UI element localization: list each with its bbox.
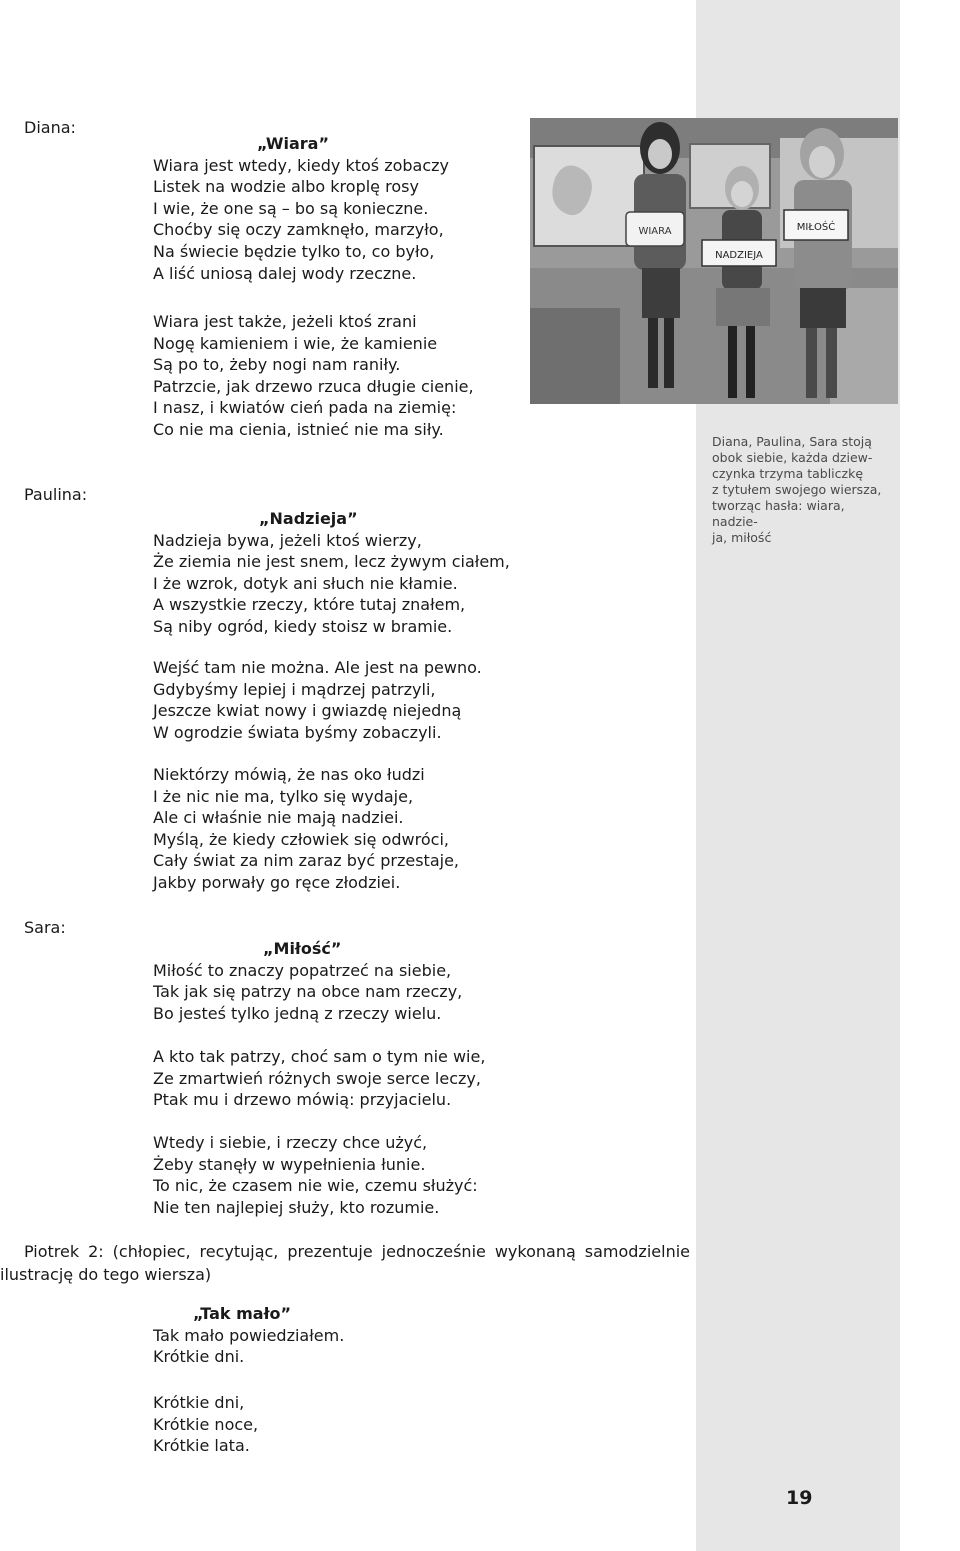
verse-line: Cały świat za nim zaraz być przestaje, [153, 851, 459, 871]
verse-line: Co nie ma cienia, istnieć nie ma siły. [153, 419, 444, 439]
poem-milosc-title: „Miłość” [263, 939, 342, 958]
poem-milosc-stanza-1 [153, 938, 462, 1024]
verse-line: Miłość to znaczy popatrzeć na siebie, [153, 960, 452, 980]
speaker-sara: Sara: [24, 918, 66, 937]
verse-line: Myślą, że kiedy człowiek się odwróci, [153, 829, 449, 849]
verse-line: Nogę kamieniem i wie, że kamienie [153, 333, 438, 353]
speaker-diana: Diana: [24, 118, 76, 137]
verse-line: Jakby porwały go ręce złodziei. [153, 872, 401, 892]
photo-girls-with-signs [530, 118, 898, 404]
sign-nadzieja [702, 240, 776, 266]
verse-line: Patrzcie, jak drzewo rzuca długie cienie, [153, 376, 474, 396]
verse-line: Krótkie lata. [153, 1436, 250, 1456]
svg-text:WIARA: WIARA [638, 226, 672, 237]
verse-line: A liść uniosą dalej wody rzeczne. [153, 263, 417, 283]
verse-line: Wiara jest także, jeżeli ktoś zrani [153, 312, 417, 331]
verse-line: I że nic nie ma, tylko się wydaje, [153, 786, 414, 806]
verse-line: I nasz, i kwiatów cień pada na ziemię: [153, 398, 457, 418]
caption-line: ja, miłość [712, 530, 772, 545]
poem-wiara-stanza-2 [153, 311, 474, 441]
poem-tak-malo-stanza-2 [153, 1392, 258, 1457]
poem-nadzieja-stanza-2 [153, 657, 482, 743]
verse-line: Choćby się oczy zamknęło, marzyło, [153, 220, 444, 240]
speaker-paulina: Paulina: [24, 485, 88, 504]
sign-milosc [784, 210, 848, 240]
verse-line: Że ziemia nie jest snem, lecz żywym ciałem, [153, 552, 510, 572]
verse-line: Ptak mu i drzewo mówią: przyjacielu. [153, 1090, 452, 1110]
poem-wiara-stanza-1 [153, 133, 449, 284]
verse-line: I wie, że one są – bo są konieczne. [153, 198, 429, 218]
verse-line: W ogrodzie świata byśmy zobaczyli. [153, 722, 442, 742]
verse-line: Jeszcze kwiat nowy i gwiazdę niejedną [153, 701, 462, 721]
verse-line: Krótkie dni. [153, 1347, 245, 1367]
page-number: 19 [786, 1487, 813, 1509]
stage-direction-piotrek: Piotrek 2: (chłopiec, recytując, prezentuje jednocześnie wykonaną samodzielnie ilustrację do tego wiersza) [0, 1242, 690, 1284]
verse-line: Tak jak się patrzy na obce nam rzeczy, [153, 982, 463, 1002]
photo-caption [712, 434, 894, 546]
verse-line: Są niby ogród, kiedy stoisz w bramie. [153, 616, 453, 636]
sign-wiara [626, 212, 684, 246]
svg-text:NADZIEJA: NADZIEJA [715, 250, 763, 261]
verse-line: Listek na wodzie albo kroplę rosy [153, 177, 419, 197]
caption-line: Diana, Paulina, Sara stoją [712, 434, 872, 449]
poem-tak-malo-stanza-1 [153, 1303, 344, 1368]
verse-line: Niektórzy mówią, że nas oko łudzi [153, 765, 425, 784]
caption-line: czynka trzyma tabliczkę [712, 466, 864, 481]
svg-text:MIŁOŚĆ: MIŁOŚĆ [796, 222, 836, 233]
verse-line: Nie ten najlepiej służy, kto rozumie. [153, 1197, 440, 1217]
verse-line: To nic, że czasem nie wie, czemu służyć: [153, 1176, 478, 1196]
caption-line: tworząc hasła: wiara, nadzie- [712, 498, 845, 529]
poem-tak-malo-title: „Tak mało” [193, 1304, 292, 1323]
poem-nadzieja-stanza-1 [153, 508, 510, 638]
verse-line: Bo jesteś tylko jedną z rzeczy wielu. [153, 1003, 442, 1023]
verse-line: Żeby stanęły w wypełnienia łunie. [153, 1154, 426, 1174]
verse-line: Na świecie będzie tylko to, co było, [153, 241, 435, 261]
verse-line: Ale ci właśnie nie mają nadziei. [153, 808, 404, 828]
verse-line: Nadzieja bywa, jeżeli ktoś wierzy, [153, 530, 422, 550]
verse-line: Wtedy i siebie, i rzeczy chce użyć, [153, 1133, 428, 1152]
verse-line: Wejść tam nie można. Ale jest na pewno. [153, 658, 482, 677]
verse-line: A kto tak patrzy, choć sam o tym nie wie, [153, 1047, 486, 1066]
poem-milosc-stanza-3 [153, 1132, 478, 1218]
verse-line: I że wzrok, dotyk ani słuch nie kłamie. [153, 573, 458, 593]
verse-line: Krótkie dni, [153, 1393, 245, 1412]
verse-line: Ze zmartwień różnych swoje serce leczy, [153, 1068, 481, 1088]
verse-line: Tak mało powiedziałem. [153, 1325, 345, 1345]
verse-line: Krótkie noce, [153, 1414, 259, 1434]
verse-line: Są po to, żeby nogi nam raniły. [153, 355, 401, 375]
caption-line: z tytułem swojego wiersza, [712, 482, 882, 497]
caption-line: obok siebie, każda dziew- [712, 450, 873, 465]
poem-wiara-title: „Wiara” [257, 134, 329, 153]
verse-line: Gdybyśmy lepiej i mądrzej patrzyli, [153, 679, 436, 699]
verse-line: Wiara jest wtedy, kiedy ktoś zobaczy [153, 155, 449, 175]
poem-milosc-stanza-2 [153, 1046, 485, 1111]
verse-line: A wszystkie rzeczy, które tutaj znałem, [153, 595, 466, 615]
poem-nadzieja-stanza-3 [153, 764, 459, 894]
poem-nadzieja-title: „Nadzieja” [259, 509, 358, 528]
